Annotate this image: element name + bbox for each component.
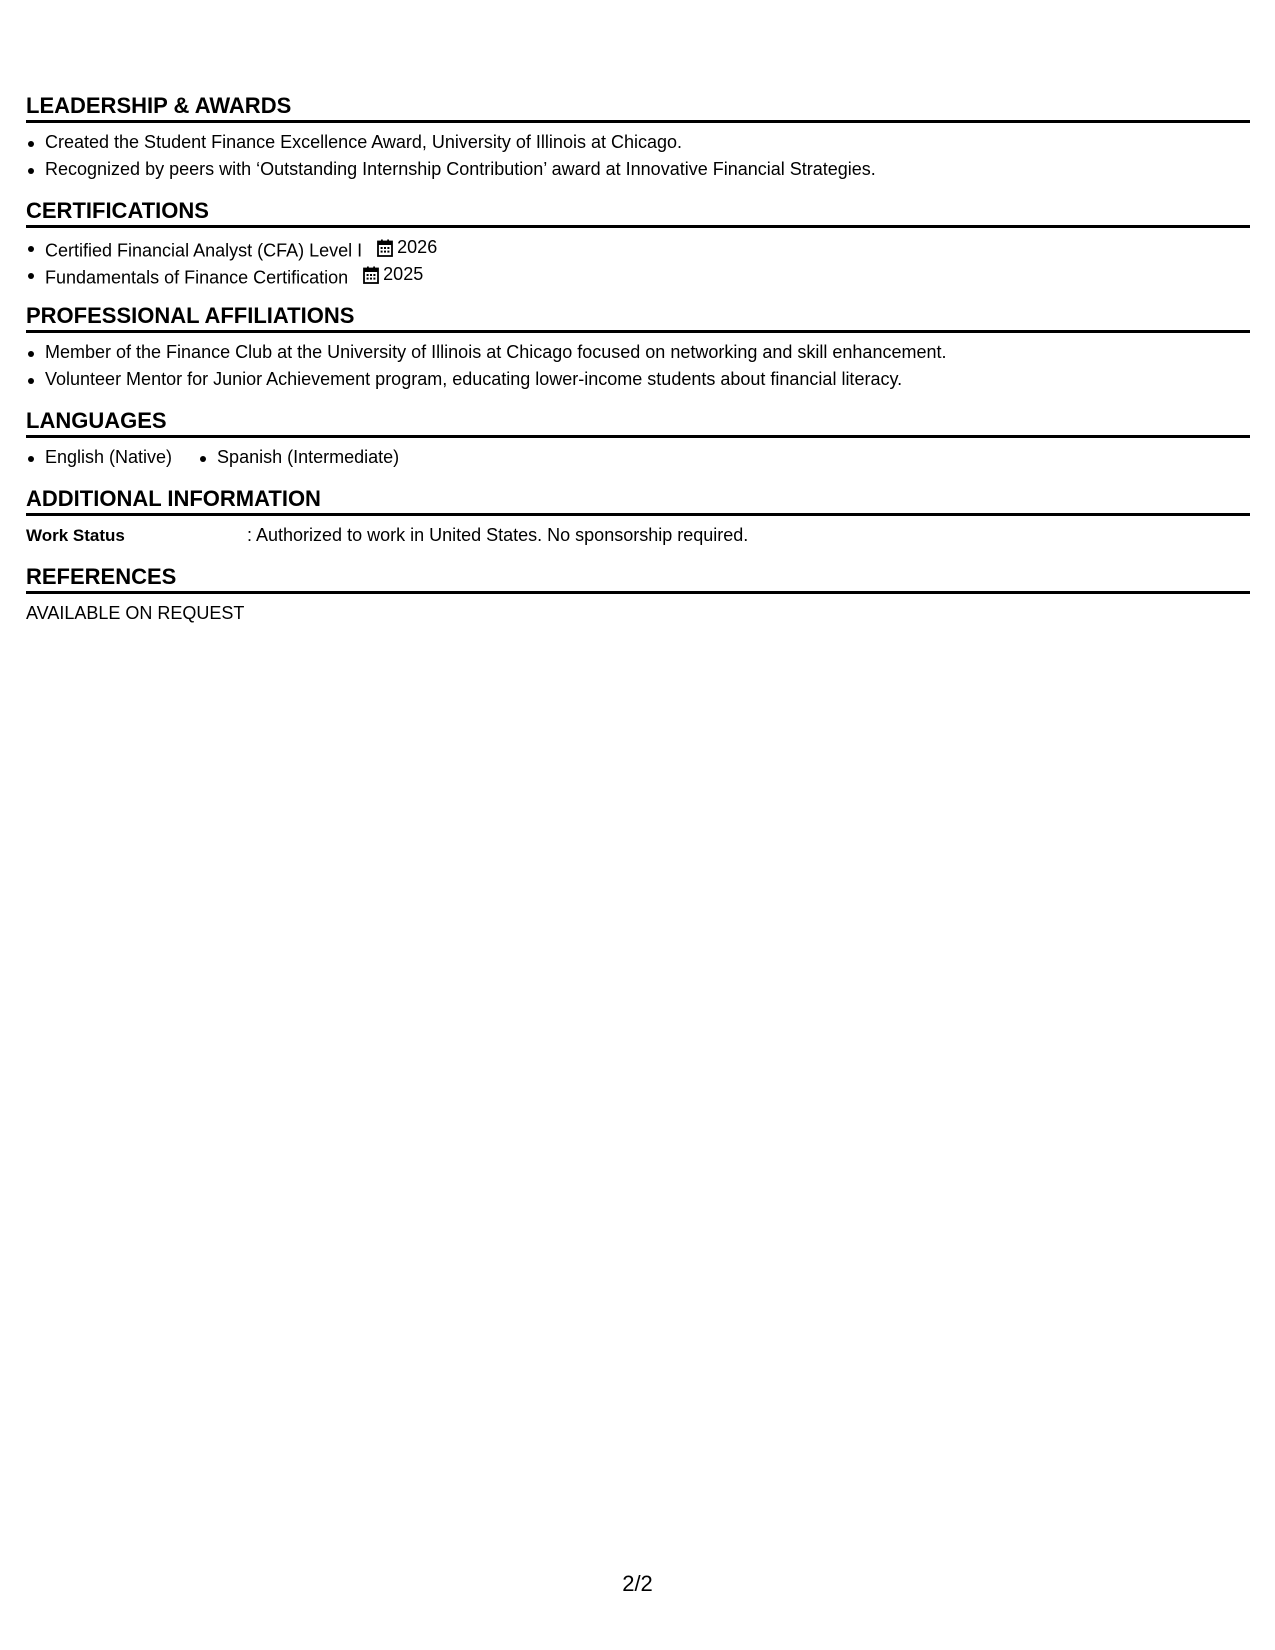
section-title: CERTIFICATIONS: [26, 197, 1250, 228]
certification-date: [377, 234, 437, 261]
list-item: Spanish (Intermediate): [198, 444, 399, 471]
certification-name: Certified Financial Analyst (CFA) Level I: [45, 240, 363, 261]
section-title: ADDITIONAL INFORMATION: [26, 485, 1250, 516]
work-status-row: [26, 522, 1250, 549]
list-item: Created the Student Finance Excellence Award, University of Illinois at Chicago.: [26, 129, 1250, 156]
certification-year: 2026: [397, 237, 438, 257]
work-status-value: : Authorized to work in United States. No sponsorship required.: [247, 525, 749, 545]
list-item: [26, 234, 1250, 261]
professional-affiliations-section: [26, 302, 1250, 407]
section-title: LANGUAGES: [26, 407, 1250, 438]
calendar-icon: [377, 239, 393, 257]
list-item: [26, 261, 1250, 288]
list-item: Volunteer Mentor for Junior Achievement program, educating lower-income students about financial literacy.: [26, 366, 1250, 393]
resume-page: [26, 92, 1250, 641]
leadership-list: [26, 129, 1250, 183]
certification-year: 2025: [383, 264, 424, 284]
list-item: English (Native): [26, 444, 172, 471]
certification-name: Fundamentals of Finance Certification: [45, 267, 349, 288]
section-title: REFERENCES: [26, 563, 1250, 594]
languages-section: [26, 407, 1250, 485]
section-title: PROFESSIONAL AFFILIATIONS: [26, 302, 1250, 333]
calendar-icon: [363, 266, 379, 284]
section-title: LEADERSHIP & AWARDS: [26, 92, 1250, 123]
certifications-list: [26, 234, 1250, 288]
leadership-awards-section: [26, 92, 1250, 197]
references-section: [26, 563, 1250, 641]
list-item: Member of the Finance Club at the University of Illinois at Chicago focused on networking and skill enhancement.: [26, 339, 1250, 366]
additional-information-section: [26, 485, 1250, 563]
work-status-label: Work Status: [26, 526, 125, 545]
affiliations-list: [26, 339, 1250, 393]
languages-list: [26, 444, 1250, 471]
references-text: AVAILABLE ON REQUEST: [26, 603, 245, 623]
certifications-section: [26, 197, 1250, 302]
list-item: Recognized by peers with ‘Outstanding Internship Contribution’ award at Innovative Financial Strategies.: [26, 156, 1250, 183]
certification-date: [363, 261, 423, 288]
page-number: 2/2: [622, 1571, 653, 1596]
